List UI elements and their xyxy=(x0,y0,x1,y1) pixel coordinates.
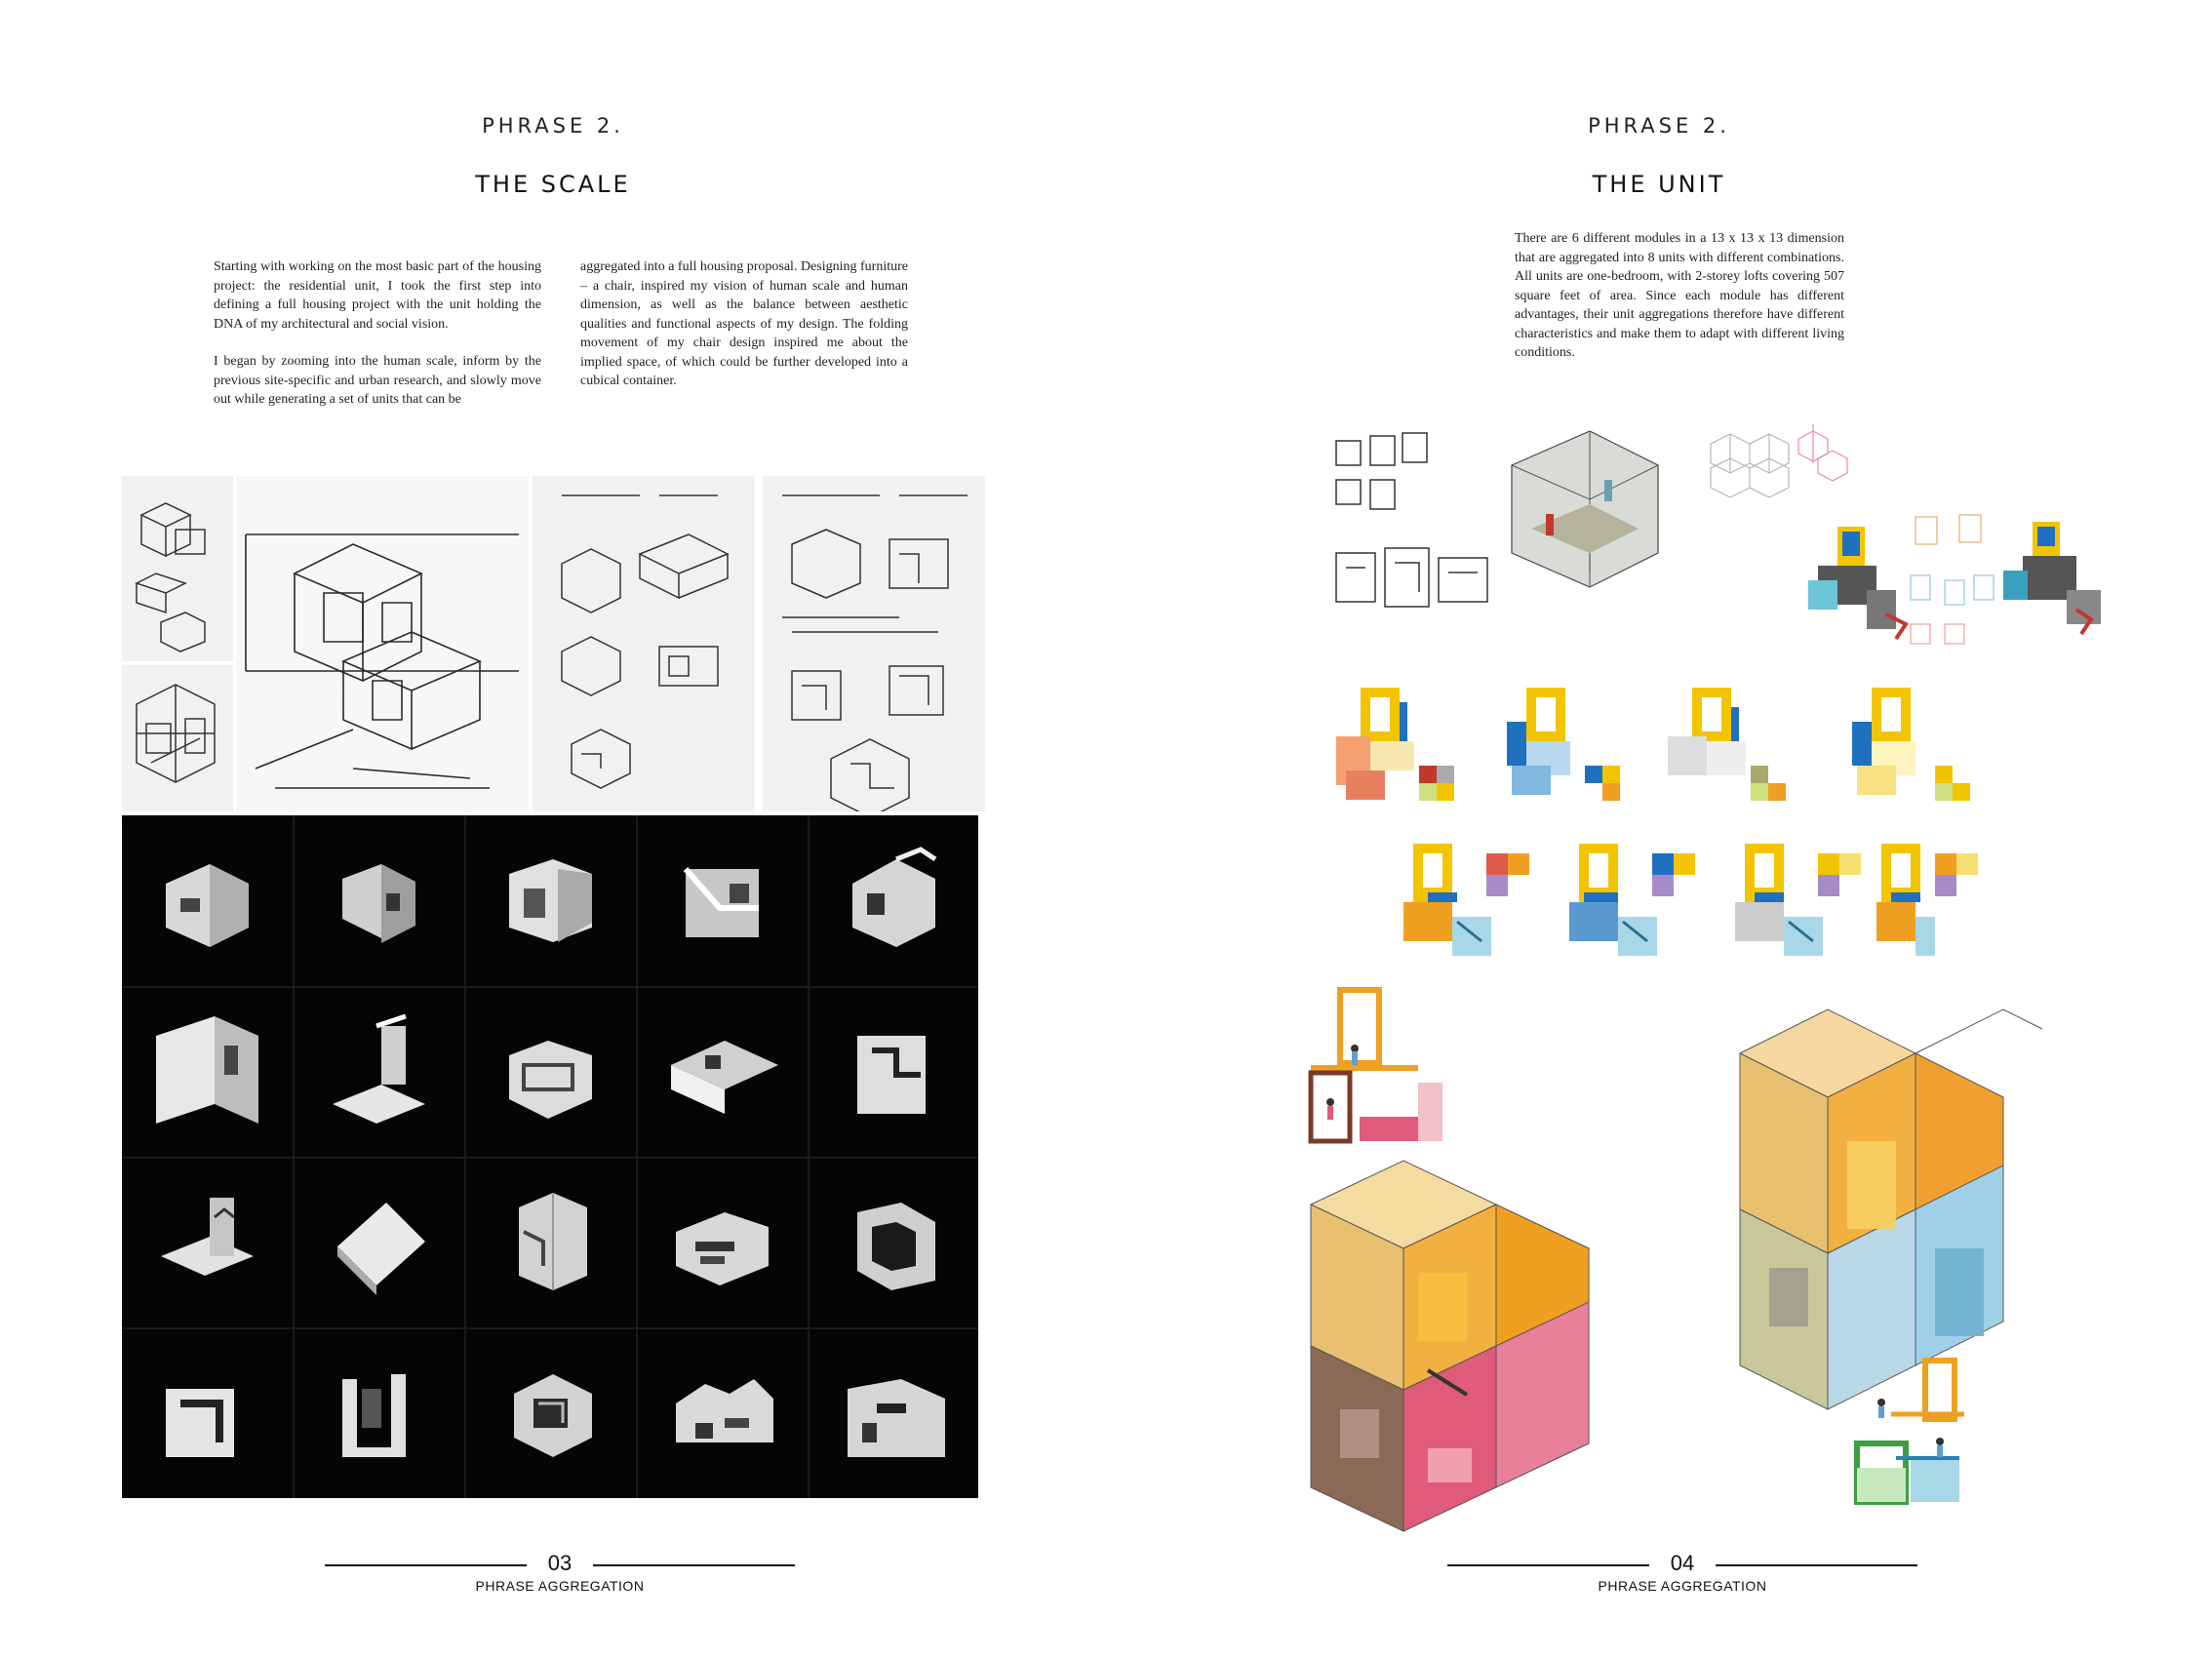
paper-model-icon xyxy=(637,1330,809,1502)
paper-model-icon xyxy=(294,1159,465,1330)
colored-axonometric-icon xyxy=(1399,839,1945,995)
perspective-sketch-icon xyxy=(236,476,529,811)
unit-section-icon xyxy=(1852,1356,1979,1512)
page-title: THE UNIT xyxy=(1592,171,1726,198)
footer-rule xyxy=(325,1564,527,1566)
footer-rule xyxy=(1716,1564,1917,1566)
paper-model-icon xyxy=(809,1159,980,1330)
footer-label: PHRASE AGGREGATION xyxy=(475,1578,645,1594)
footer-rule xyxy=(593,1564,795,1566)
body-paragraph: There are 6 different modules in a 13 x 13 x 13 dimension that are aggregated into 8 units with different combinations. All units are one-bedroom, with 2-storey lofts covering 507 square feet of area. Since each module has different advantages, their unit aggregations therefore have different characteristics and make them to adapt with different living conditions. xyxy=(1515,231,1844,360)
page-number: 03 xyxy=(547,1551,573,1575)
unit-section-icon xyxy=(1301,985,1467,1156)
paragraph: aggregated into a full housing proposal. Designing furniture – a chair, inspired my vision of human scale and human dimension, as well as the balance between aesthetic qualities and functional aspects of my design. The folding movement of my chair design inspired me about the implied space, of which could be further developed into a cubical container. xyxy=(580,259,908,388)
unfolding-sketch-icon xyxy=(533,476,755,811)
paper-model-icon xyxy=(122,987,294,1159)
paper-model-icon xyxy=(637,1159,809,1330)
paper-model-icon xyxy=(465,1159,637,1330)
module-swatch-icon xyxy=(1935,839,1994,917)
deconstruction-sketch-icon xyxy=(763,476,985,811)
paper-model-grid xyxy=(122,815,978,1498)
page-title: THE SCALE xyxy=(475,171,631,198)
paper-model-icon xyxy=(294,987,465,1159)
paragraph: I began by zooming into the human scale, inform by the previous site-specific and urban research, and slowly move out while generating a set of units that can be xyxy=(214,354,541,407)
paper-model-icon xyxy=(809,815,980,987)
paper-model-icon xyxy=(637,815,809,987)
glass-cube-icon xyxy=(1492,421,1668,592)
paper-model-icon xyxy=(465,987,637,1159)
module-icons xyxy=(1691,410,2120,663)
paper-model-icon xyxy=(809,987,980,1159)
body-column-1 xyxy=(214,257,541,428)
pencil-sketch-icon xyxy=(122,665,233,811)
phase-heading: PHRASE 2. xyxy=(482,114,624,138)
colored-axonometric-icon xyxy=(1837,683,2003,829)
pencil-sketch-icon xyxy=(122,476,233,661)
paper-model-icon xyxy=(122,1330,294,1502)
paper-model-icon xyxy=(465,1330,637,1502)
paragraph: Starting with working on the most basic part of the housing project: the residential unit, I took the first step into defining a full housing project with the unit holding the DNA of my architectural and social vision. xyxy=(214,259,541,332)
paper-model-icon xyxy=(809,1330,980,1502)
paper-model-icon xyxy=(637,987,809,1159)
paper-model-icon xyxy=(294,815,465,987)
unit-axonometric-icon xyxy=(1301,1156,1603,1536)
paper-model-icon xyxy=(122,815,294,987)
phase-heading: PHRASE 2. xyxy=(1588,114,1730,138)
footer-label: PHRASE AGGREGATION xyxy=(1598,1578,1767,1594)
colored-axonometric-icon xyxy=(1326,683,1834,829)
right-page xyxy=(1106,0,2212,1659)
paper-model-icon xyxy=(465,815,637,987)
footer-rule xyxy=(1447,1564,1649,1566)
paper-model-icon xyxy=(294,1330,465,1502)
large-cube-axonometric-icon xyxy=(1730,995,2052,1414)
page-number: 04 xyxy=(1670,1551,1695,1575)
paper-model-icon xyxy=(122,1159,294,1330)
body-column-2 xyxy=(580,257,908,410)
